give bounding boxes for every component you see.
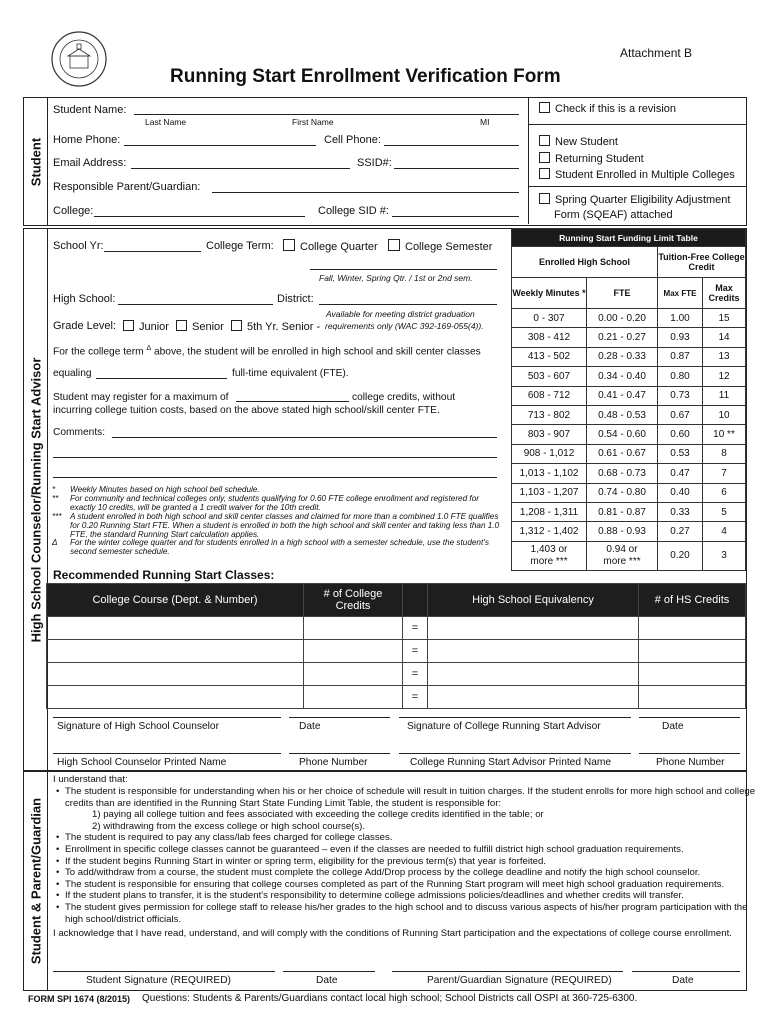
table-cell: 4	[703, 522, 746, 541]
last-min-2: more ***	[530, 555, 568, 567]
table-row	[512, 444, 746, 463]
new-student-checkbox[interactable]	[539, 135, 618, 148]
table-cell: 1,208 - 1,311	[512, 502, 587, 521]
hs-equivalency-header: High School Equivalency	[428, 584, 639, 617]
college-semester-checkbox[interactable]	[388, 239, 492, 253]
table-cell: 15	[703, 309, 746, 328]
table-cell: 10 **	[703, 425, 746, 444]
equals-cell: =	[403, 617, 428, 640]
table-cell: 0.41 - 0.47	[587, 386, 658, 405]
school-year-field[interactable]	[104, 251, 201, 252]
parent-field[interactable]	[212, 192, 519, 193]
course-header: College Course (Dept. & Number)	[47, 584, 304, 617]
section-label: Student & Parent/Guardian	[28, 797, 43, 965]
form-number: FORM SPI 1674 (8/2015)	[28, 994, 131, 1004]
acknowledgement: I acknowledge that I have read, understand, and will comply with the conditions of Running Start participation and the expectations of college course enrollment.	[53, 928, 732, 939]
phone-label: Phone Number	[656, 757, 725, 768]
college-advisor-signature-field[interactable]	[399, 717, 631, 718]
table-cell: 713 - 802	[512, 405, 587, 424]
last-name-caption: Last Name	[145, 117, 187, 127]
college-advisor-date-field[interactable]	[639, 717, 740, 718]
hs-counselor-signature-label: Signature of High School Counselor	[57, 721, 219, 732]
college-sid-field[interactable]	[392, 216, 519, 217]
table-cell: 0.28 - 0.33	[587, 347, 658, 366]
table-cell	[587, 541, 658, 570]
hs-counselor-signature-field[interactable]	[53, 717, 281, 718]
table-cell-input[interactable]	[428, 686, 639, 709]
cell-phone-field[interactable]	[384, 145, 519, 146]
date-label: Date	[316, 975, 338, 986]
table-cell: 503 - 607	[512, 367, 587, 386]
parent-signature-field[interactable]	[392, 971, 623, 972]
table-cell: 1,312 - 1,402	[512, 522, 587, 541]
table-cell: 1,103 - 1,207	[512, 483, 587, 502]
table-cell: 413 - 502	[512, 347, 587, 366]
fifth-year-checkbox[interactable]	[231, 320, 320, 333]
table-row	[512, 425, 746, 444]
term-field[interactable]	[310, 269, 497, 270]
table-cell: 7	[703, 464, 746, 483]
checkbox-icon[interactable]	[539, 193, 550, 204]
table-cell: 0.53	[658, 444, 703, 463]
district-label: District:	[277, 293, 314, 305]
table-row	[512, 522, 746, 541]
table-row	[512, 347, 746, 366]
junior-checkbox[interactable]	[123, 320, 169, 333]
student-name-field[interactable]	[134, 114, 519, 115]
grade-level-label: Grade Level:	[53, 320, 116, 332]
footnote	[52, 539, 502, 557]
hs-credits-header: # of HS Credits	[639, 584, 746, 617]
table-cell: 803 - 907	[512, 425, 587, 444]
last-fte-2: more ***	[603, 555, 641, 567]
table-cell: 0.67	[658, 405, 703, 424]
college-credits-header: # of College Credits	[304, 584, 403, 617]
college-field[interactable]	[94, 216, 305, 217]
fifth-year-label: 5th Yr. Senior -	[247, 321, 321, 333]
returning-student-label: Returning Student	[555, 153, 644, 165]
recommended-classes-title: Recommended Running Start Classes:	[53, 568, 275, 582]
list-item: • The student is responsible for understanding when his or her choice of schedule will result in tuition charges. If the student enrolls for more high school and college credits than are identified in the Running Start State Funding Limit Table, the student is responsible for:	[56, 786, 756, 809]
footnote-mark: **	[52, 493, 59, 503]
agreement-bullet: The student is responsible for ensuring that college courses completed as part of the Running Start program will meet high school graduation requirements.	[65, 878, 725, 890]
table-cell-input[interactable]	[304, 640, 403, 663]
section-tab-parent	[23, 771, 48, 991]
fte-header: FTE	[587, 278, 658, 309]
college-sid-label: College SID #:	[318, 205, 389, 217]
table-cell-input[interactable]	[639, 640, 746, 663]
senior-checkbox[interactable]	[176, 320, 224, 333]
junior-label: Junior	[139, 321, 169, 333]
table-cell: 0.54 - 0.60	[587, 425, 658, 444]
table-cell-input[interactable]	[304, 663, 403, 686]
college-advisor-signature-label: Signature of College Running Start Advisor	[407, 721, 601, 732]
footnote-text: A student enrolled in both high school and skill center classes and claimed for more than a combined 1.0 FTE qualifies for 0.20 Running Start FTE. When a student is enrolled in both the high school and skill center and taking less than 1.0 FTE, the standard Running Start calculation applies.	[70, 511, 500, 539]
table-cell: 3	[703, 541, 746, 570]
parent-signature-label: Parent/Guardian Signature (REQUIRED)	[427, 975, 612, 986]
table-row	[512, 483, 746, 502]
agreement-bullet: To add/withdraw from a course, the student must complete the college Add/Drop process by the college deadline and notify the high school counselor.	[65, 867, 701, 879]
agreement-bullet: The student gives permission for college staff to release his/her grades to the high school and to discuss various aspects of his/her program participation with the high school/district officials.	[65, 901, 748, 925]
list-item: • To add/withdraw from a course, the student must complete the college Add/Drop process by the college deadline and notify the high school counselor.	[56, 867, 701, 879]
section-label: High School Counselor/Running Start Advisor	[28, 357, 43, 642]
date-label: Date	[672, 975, 694, 986]
table-cell: 0.48 - 0.53	[587, 405, 658, 424]
max-credits-field[interactable]	[236, 401, 349, 402]
list-item: • If the student begins Running Start in winter or spring term, eligibility for the previous term(s) that year is forfeited.	[56, 855, 546, 867]
footnote-mark: ***	[52, 511, 62, 521]
funding-table-title: Running Start Funding Limit Table	[512, 229, 746, 247]
sqeaf-checkbox[interactable]	[539, 193, 730, 206]
ssid-label: SSID#:	[357, 157, 392, 169]
high-school-field[interactable]	[118, 304, 273, 305]
checkbox-icon[interactable]	[539, 135, 550, 146]
footnote	[52, 495, 502, 513]
table-cell: 0 - 307	[512, 309, 587, 328]
email-field[interactable]	[131, 168, 350, 169]
enrolled-hs-header: Enrolled High School	[512, 247, 658, 278]
agreement-bullet: The student is responsible for understanding when his or her choice of schedule will result in tuition charges. If the student enrolls for more high school and college credits than are identified in the Running Start State Funding Limit Table, the student is responsible for:	[65, 786, 756, 809]
equals-cell: =	[403, 663, 428, 686]
table-cell: 0.27	[658, 522, 703, 541]
comments-field[interactable]	[112, 437, 497, 438]
equals-cell: =	[403, 686, 428, 709]
funding-limit-table	[511, 228, 746, 571]
table-cell: 308 - 412	[512, 328, 587, 347]
agreement-bullet: Enrollment in specific college classes cannot be guaranteed – even if the classes are needed to fulfill district high school graduation requirements.	[65, 843, 684, 855]
table-cell: 0.88 - 0.93	[587, 522, 658, 541]
table-cell: 10	[703, 405, 746, 424]
last-min-1: 1,403 or	[530, 543, 568, 555]
multi-college-checkbox[interactable]	[539, 168, 735, 181]
hs-counselor-phone-field[interactable]	[289, 753, 390, 754]
table-cell	[512, 541, 587, 570]
footnote-text: For the winter college quarter and for students enrolled in a high school with a semester schedule, use the student's second semester schedule.	[70, 538, 489, 557]
table-cell-input[interactable]	[428, 640, 639, 663]
table-cell: 11	[703, 386, 746, 405]
equaling-label: equaling	[53, 368, 92, 379]
register-label: Student may register for a maximum of	[53, 392, 229, 403]
first-name-caption: First Name	[292, 117, 334, 127]
table-row	[512, 464, 746, 483]
table-cell-input[interactable]	[304, 617, 403, 640]
multi-college-label: Student Enrolled in Multiple Colleges	[555, 169, 735, 181]
agreement-bullets	[56, 786, 756, 925]
district-field[interactable]	[319, 304, 497, 305]
term-sentence	[53, 345, 481, 357]
table-cell-input[interactable]	[639, 663, 746, 686]
footnote-text: Weekly Minutes based on high school bell schedule.	[70, 485, 260, 494]
hs-counselor-name-field[interactable]	[53, 753, 281, 754]
college-quarter-checkbox[interactable]	[283, 239, 378, 253]
college-quarter-label: College Quarter	[300, 241, 378, 253]
table-cell: 0.80	[658, 367, 703, 386]
checkbox-icon[interactable]	[283, 239, 295, 251]
high-school-label: High School:	[53, 293, 116, 305]
hs-counselor-name-label: High School Counselor Printed Name	[57, 757, 227, 768]
comments-field-line2[interactable]	[53, 457, 497, 458]
list-item: • The student is responsible for ensuring that college courses completed as part of the Running Start program will meet high school graduation requirements.	[56, 878, 725, 890]
agreement-subitem: 1) paying all college tuition and fees associated with exceeding the college credits identified in the table; or	[92, 809, 544, 821]
table-cell: 908 - 1,012	[512, 444, 587, 463]
last-fte-1: 0.94 or	[606, 543, 638, 555]
list-item: • Enrollment in specific college classes cannot be guaranteed – even if the classes are needed to fulfill district high school graduation requirements.	[56, 843, 684, 855]
table-cell: 14	[703, 328, 746, 347]
max-credits-header: Max Credits	[703, 278, 746, 309]
returning-student-checkbox[interactable]	[539, 152, 644, 165]
table-row	[47, 686, 746, 709]
student-date-field[interactable]	[283, 971, 375, 972]
agreement-bullet: The student is required to pay any class/lab fees charged for college classes.	[65, 832, 393, 844]
comments-label: Comments:	[53, 427, 106, 438]
mi-caption: MI	[480, 117, 490, 127]
student-name-label: Student Name:	[53, 104, 127, 116]
term-hint: Fall, Winter, Spring Qtr. / 1st or 2nd sem.	[319, 273, 473, 283]
footnote-mark: *	[52, 485, 56, 494]
table-cell-input[interactable]	[428, 617, 639, 640]
table-cell: 13	[703, 347, 746, 366]
parent-date-field[interactable]	[632, 971, 740, 972]
table-cell-input[interactable]	[639, 686, 746, 709]
date-label: Date	[299, 721, 321, 732]
footnotes	[52, 486, 502, 557]
college-advisor-name-field[interactable]	[399, 753, 631, 754]
table-row	[512, 386, 746, 405]
checkbox-icon[interactable]	[539, 152, 550, 163]
table-cell: 5	[703, 502, 746, 521]
term-sentence-a: For the college term	[53, 346, 144, 358]
table-cell: 0.60	[658, 425, 703, 444]
table-cell: 0.21 - 0.27	[587, 328, 658, 347]
section-label: Student	[28, 137, 43, 186]
page-title: Running Start Enrollment Verification Form	[170, 66, 561, 87]
sqeaf-label: Spring Quarter Eligibility Adjustment	[555, 194, 731, 206]
table-cell: 1,013 - 1,102	[512, 464, 587, 483]
revision-label: Check if this is a revision	[555, 103, 677, 115]
college-label: College:	[53, 205, 94, 217]
table-cell: 0.20	[658, 541, 703, 570]
agreement-bullet: If the student plans to transfer, it is the student's responsibility to determine college admissions policies/deadlines and whether credits will transfer.	[65, 890, 684, 902]
table-cell: 608 - 712	[512, 386, 587, 405]
agreement-bullet: If the student begins Running Start in winter or spring term, eligibility for the previous term(s) that year is forfeited.	[65, 855, 546, 867]
student-signature-field[interactable]	[53, 971, 275, 972]
table-cell: 12	[703, 367, 746, 386]
parent-label: Responsible Parent/Guardian:	[53, 181, 201, 193]
eq-header	[403, 584, 428, 617]
ssid-field[interactable]	[394, 168, 519, 169]
table-row	[512, 367, 746, 386]
new-student-label: New Student	[555, 136, 618, 148]
table-cell: 0.74 - 0.80	[587, 483, 658, 502]
table-cell: 0.40	[658, 483, 703, 502]
table-cell-input[interactable]	[639, 617, 746, 640]
table-row	[512, 328, 746, 347]
home-phone-field[interactable]	[124, 145, 316, 146]
checkbox-icon[interactable]	[176, 320, 187, 331]
table-row	[512, 502, 746, 521]
hs-fte-field[interactable]	[96, 378, 227, 379]
table-cell: 0.34 - 0.40	[587, 367, 658, 386]
ospi-seal	[50, 30, 108, 88]
table-row	[47, 640, 746, 663]
term-sentence-b: above, the student will be enrolled in high school and skill center classes	[153, 346, 481, 358]
list-item: • The student is required to pay any class/lab fees charged for college classes.	[56, 832, 393, 844]
table-row	[512, 405, 746, 424]
district-hint-line2: requirements only (WAC 392-169-055(4)).	[325, 321, 484, 331]
agreement-subitem: 2) withdrawing from the excess college or high school course(s).	[92, 820, 366, 832]
cell-phone-label: Cell Phone:	[324, 134, 381, 146]
college-advisor-name-label: College Running Start Advisor Printed Name	[410, 757, 612, 768]
agreement-intro: I understand that:	[53, 774, 128, 785]
delta-mark: Δ	[146, 345, 152, 352]
footnote-text: For community and technical colleges only, students qualifying for 0.60 FTE college enrollment and registered for exactly 10 credits, will be granted a 1 credit waiver for the 10th credit.	[70, 493, 479, 512]
footnote-mark: Δ	[52, 538, 58, 548]
school-year-label: School Yr:	[53, 240, 104, 252]
table-cell: 0.81 - 0.87	[587, 502, 658, 521]
checkbox-icon[interactable]	[539, 168, 550, 179]
comments-field-line3[interactable]	[53, 477, 497, 478]
max-fte-header: Max FTE	[658, 278, 703, 309]
table-cell-input[interactable]	[428, 663, 639, 686]
table-cell: 0.68 - 0.73	[587, 464, 658, 483]
table-cell: 0.00 - 0.20	[587, 309, 658, 328]
table-cell: 8	[703, 444, 746, 463]
college-advisor-phone-field[interactable]	[639, 753, 740, 754]
weekly-minutes-header: Weekly Minutes *	[512, 278, 587, 309]
table-cell: 0.33	[658, 502, 703, 521]
district-hint: Available for meeting district graduation	[326, 309, 475, 319]
table-cell-input[interactable]	[304, 686, 403, 709]
college-term-label: College Term:	[206, 240, 274, 252]
table-cell-input[interactable]	[47, 663, 304, 686]
register-label-c: incurring college tuition costs, based on the above stated high school/skill center FTE.	[53, 405, 440, 416]
email-label: Email Address:	[53, 157, 127, 169]
footnote	[52, 513, 502, 540]
table-cell: 0.47	[658, 464, 703, 483]
phone-label: Phone Number	[299, 757, 368, 768]
date-label: Date	[662, 721, 684, 732]
section-tab-counselor	[23, 228, 48, 771]
fte-label: full-time equivalent (FTE).	[232, 368, 349, 379]
hs-counselor-date-field[interactable]	[289, 717, 390, 718]
home-phone-label: Home Phone:	[53, 134, 121, 146]
table-row	[47, 663, 746, 686]
tuition-free-header: Tuition-Free College Credit	[658, 247, 746, 278]
checkbox-icon[interactable]	[123, 320, 134, 331]
checkbox-icon[interactable]	[539, 102, 550, 113]
table-cell: 0.73	[658, 386, 703, 405]
college-semester-label: College Semester	[405, 241, 493, 253]
list-item: • If the student plans to transfer, it is the student's responsibility to determine college admissions policies/deadlines and whether credits will transfer.	[56, 890, 684, 902]
table-row	[47, 617, 746, 640]
list-item: • The student gives permission for college staff to release his/her grades to the high school and to discuss various aspects of his/her program participation with the high school/district officials.	[56, 902, 756, 925]
section-tab-student	[23, 97, 48, 226]
attachment-label: Attachment B	[620, 46, 693, 60]
revision-checkbox[interactable]	[539, 102, 676, 115]
checkbox-icon[interactable]	[388, 239, 400, 251]
table-cell: 1.00	[658, 309, 703, 328]
table-cell-input[interactable]	[47, 686, 304, 709]
table-cell-input[interactable]	[47, 617, 304, 640]
register-label-b: college credits, without	[352, 392, 456, 403]
table-cell: 0.61 - 0.67	[587, 444, 658, 463]
checkbox-icon[interactable]	[231, 320, 242, 331]
table-cell: 0.93	[658, 328, 703, 347]
table-row	[512, 309, 746, 328]
student-signature-label: Student Signature (REQUIRED)	[86, 975, 231, 986]
senior-label: Senior	[192, 321, 224, 333]
equals-cell: =	[403, 640, 428, 663]
questions-note: Questions: Students & Parents/Guardians contact local high school; School Districts call OSPI at 360-725-6300.	[142, 993, 638, 1004]
table-cell-input[interactable]	[47, 640, 304, 663]
recommended-classes-table	[46, 583, 746, 709]
sqeaf-label-line2: Form (SQEAF) attached	[554, 209, 673, 221]
table-cell: 6	[703, 483, 746, 502]
table-cell: 0.87	[658, 347, 703, 366]
